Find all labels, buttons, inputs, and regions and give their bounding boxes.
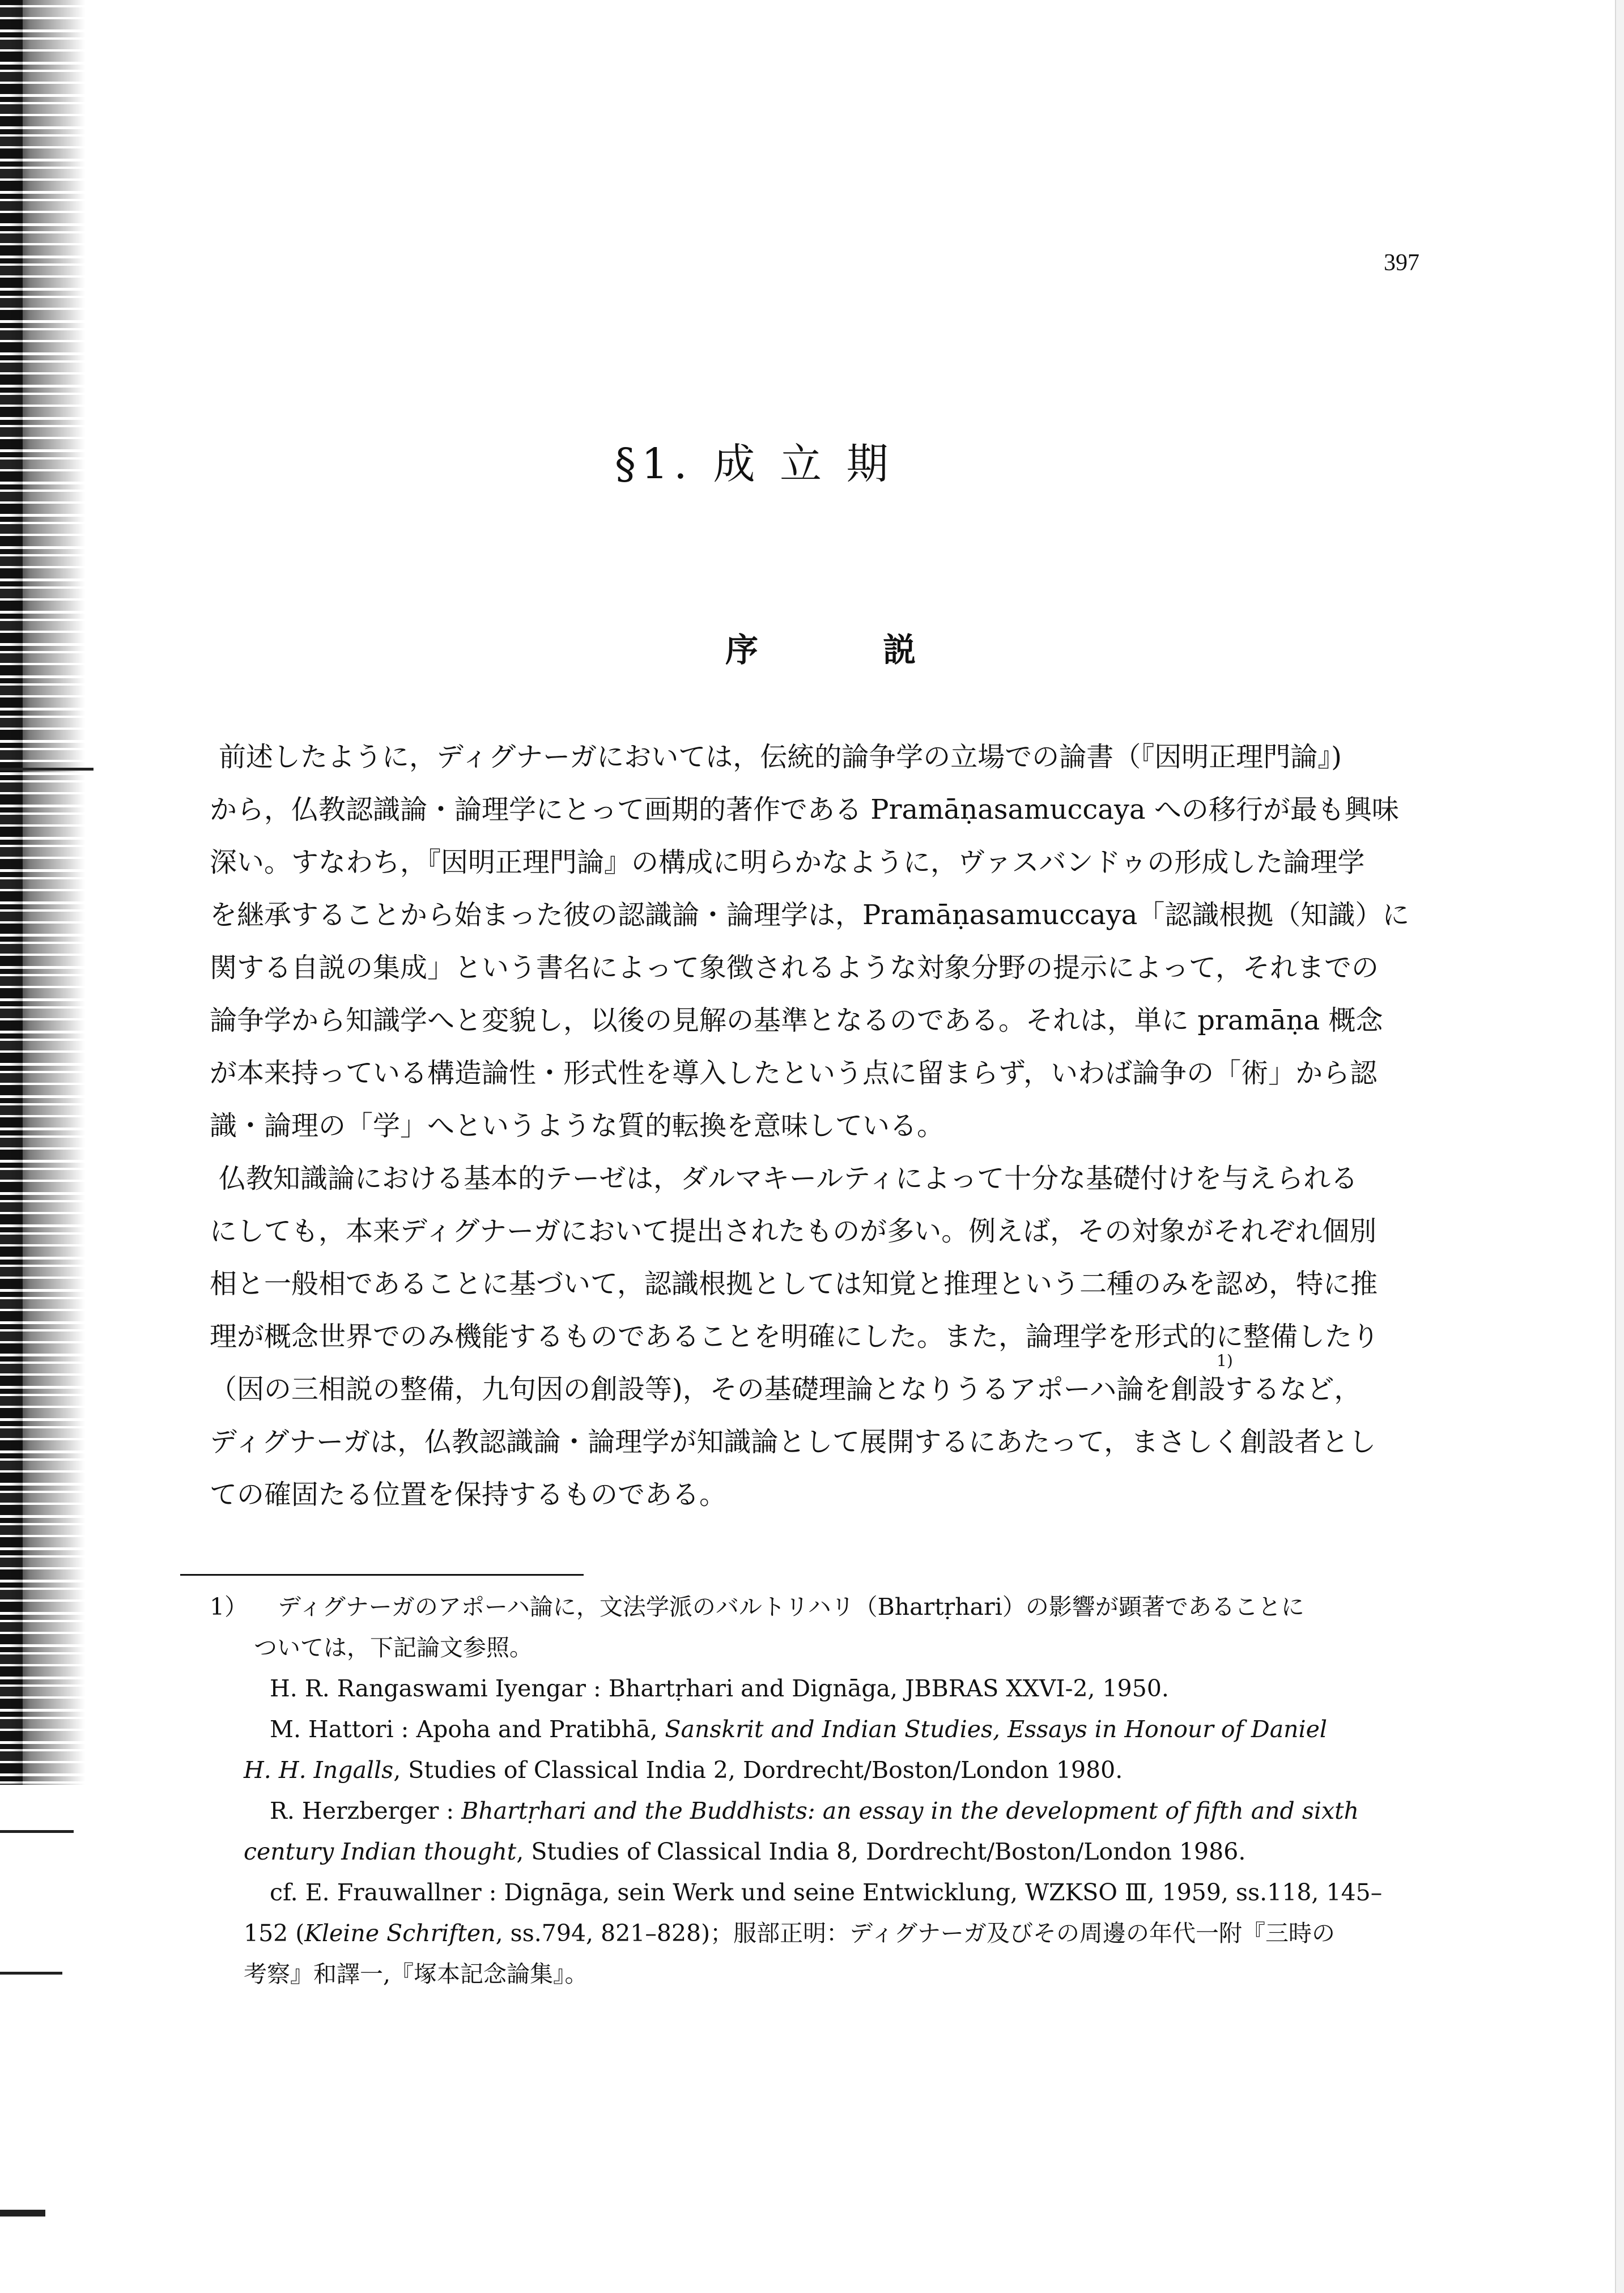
paragraph-1-line: を継承することから始まった彼の認識論・論理学は，Pramāṇasamuccaya「認識根拠（知識）に [210,899,1410,931]
footnote-reference: 1) [1217,1351,1233,1370]
reference-3-cont: century Indian thought, Studies of Classical India 8, Dordrecht/Boston/London 1986. [244,1838,1246,1865]
reference-4-cont: 152 (Kleine Schriften, ss.794, 821–828)；服部正明：ディグナーガ及びその周邊の年代一附『三時の [244,1920,1336,1947]
scan-mark [0,1972,62,1975]
reference-2-cont: H. H. Ingalls, Studies of Classical India 2, Dordrecht/Boston/London 1980. [244,1756,1123,1784]
paragraph-1-line: 深い。すなわち，『因明正理門論』の構成に明らかなように，ヴァスバンドゥの形成した論理学 [210,846,1365,878]
scan-mark [0,768,93,771]
footnote-rule [180,1574,584,1576]
paragraph-1-line: 識・論理の「学」へというような質的転換を意味している。 [210,1110,945,1142]
scan-mark [0,2210,45,2217]
paragraph-1-line: 論争学から知識学へと変貌し，以後の見解の基準となるのである。それは，単に pramāṇa 概念 [210,1005,1383,1036]
paragraph-1-line: が本来持っている構造論性・形式性を導入したという点に留まらず，いわば論争の「術」から認 [210,1057,1378,1089]
paragraph-2-line: 理が概念世界でのみ機能するものであることを明確にした。また，論理学を形式的に整備したり [210,1321,1380,1352]
scan-mark [0,1830,74,1833]
scan-right-edge [1615,0,1624,2293]
page-number: 397 [1384,250,1419,276]
reference-4: cf. E. Frauwallner : Dignāga, sein Werk und seine Entwicklung, WZKSO Ⅲ, 1959, ss.118, 145– [270,1879,1383,1906]
footnote-line: ついては，下記論文参照。 [254,1634,533,1661]
body-text [210,731,1410,1521]
paragraph-1-line: 前述したように，ディグナーガにおいては，伝統的論争学の立場での論書（『因明正理門論』) [219,741,1342,773]
section-title [615,431,1011,491]
paragraph-2-line: ディグナーガは，仏教認識論・論理学が知識論として展開するにあたって，まさしく創設者とし [210,1426,1376,1458]
paragraph-2-line: ての確固たる位置を保持するものである。 [210,1479,727,1511]
section-number: §1. [615,440,693,488]
reference-4-end: 考察』和譯一,『塚本記念論集』。 [244,1960,588,1988]
reference-3: R. Herzberger : Bhartṛhari and the Buddhists: an essay in the development of fifth and sixth [270,1797,1359,1824]
reference-2: M. Hattori : Apoha and Pratibhā, Sanskrit and Indian Studies, Essays in Honour of Daniel [270,1716,1328,1743]
paragraph-1-line: から，仏教認識論・論理学にとって画期的著作である Pramāṇasamuccaya への移行が最も興味 [210,794,1399,826]
reference-1: H. R. Rangaswami Iyengar : Bhartṛhari and Dignāga, JBBRAS XXVI-2, 1950. [270,1675,1169,1702]
scan-margin-lower [0,1785,85,2293]
paragraph-2-line: 仏教知識論における基本的テーゼは，ダルマキールティによって十分な基礎付けを与えられる [219,1163,1358,1194]
footnote-number: 1） [210,1593,248,1620]
footnote-line: 1） ディグナーガのアポーハ論に，文法学派のバルトリハリ（Bhartṛhari）の影響が顕著であることに [210,1586,1405,1627]
paragraph-2-line: にしても，本来ディグナーガにおいて提出されたものが多い。例えば，その対象がそれぞれ個別 [210,1215,1377,1247]
paragraph-2-line: （因の三相説の整備，九句因の創設等)，その基礎理論となりうるアポーハ論を創設するなど， [210,1373,1362,1405]
intro-heading: 序 説 [725,631,973,669]
footnotes [210,1586,1405,1994]
paragraph-1-line: 関する自説の集成」という書名によって象徴されるような対象分野の提示によって，それまでの [210,952,1379,984]
paragraph-2-line: 相と一般相であることに基づいて，認識根拠としては知覚と推理という二種のみを認め，特に推 [210,1268,1378,1300]
section-title-text: 成 立 期 [713,440,894,488]
